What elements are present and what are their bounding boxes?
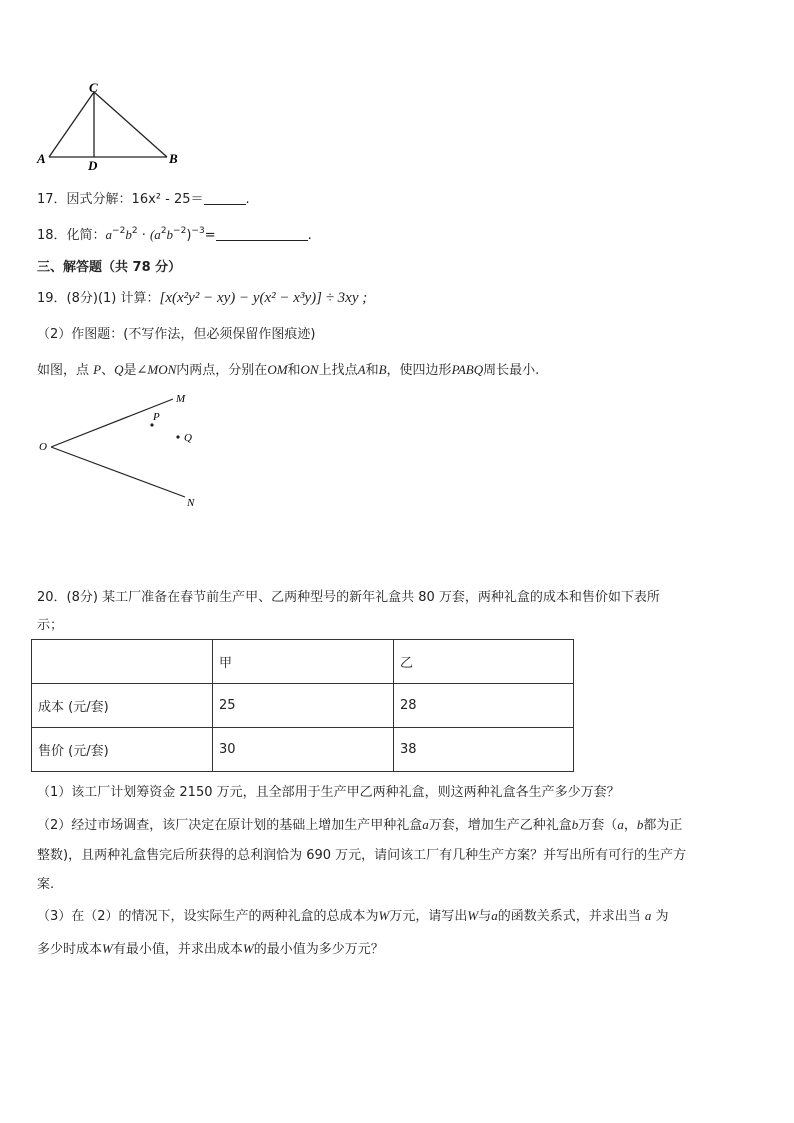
- q19-part1-prefix: 19．(8分)(1) 计算：: [37, 291, 160, 306]
- q18-a2-exp: 2: [160, 226, 167, 236]
- q20-p3-e: 为: [651, 909, 669, 924]
- table-row: [32, 728, 574, 772]
- q19-text-h: 周长最小.: [483, 363, 540, 378]
- q18-answer-blank[interactable]: [216, 226, 308, 241]
- question-20-part1: （1）该工厂计划筹资金 2150 万元，且全部用于生产甲乙两种礼盒，则这两种礼盒各生产多少万套？: [37, 785, 620, 800]
- table-header-cell: [32, 640, 213, 684]
- label-q: Q: [184, 432, 192, 444]
- q18-a-exp: −2: [112, 226, 126, 236]
- side-cb: [94, 92, 167, 157]
- q19-text-d: 和: [287, 363, 301, 378]
- q19-on: ON: [300, 362, 319, 377]
- question-20-part2-line2: 整数)，且两种礼盒售完后所获得的总利润恰为 690 万元，请问该工厂有几种生产方案？并写出所有可行的生产方: [37, 848, 687, 863]
- label-b: B: [169, 151, 178, 166]
- q20-var-b: b: [571, 817, 579, 832]
- question-17: [37, 188, 250, 207]
- section-3-title: 三、解答题（共 78 分）: [37, 260, 182, 275]
- label-a: A: [37, 151, 46, 166]
- q20-var-b2: b: [636, 817, 644, 832]
- q17-prefix: 17．因式分解：: [37, 192, 132, 207]
- q20-p3-a: （3）在（2）的情况下，设实际生产的两种礼盒的总成本为: [37, 909, 379, 924]
- q18-b-exp: 2: [131, 226, 138, 236]
- q19-part1-expression: [x(x²y² − xy) − y(x² − x³y)] ÷ 3xy ;: [159, 290, 368, 306]
- question-18: [37, 224, 312, 243]
- angle-figure: [35, 388, 215, 513]
- table-cell: 38: [394, 728, 574, 772]
- table-cell: 成本 (元/套): [32, 684, 213, 728]
- question-20-intro-line2: 示；: [37, 618, 64, 633]
- q19-text-b: 是: [123, 363, 137, 378]
- q19-text-f: 和: [365, 363, 379, 378]
- q17-answer-blank[interactable]: [204, 190, 246, 205]
- table-cell: 30: [213, 728, 394, 772]
- table-header-cell: 乙: [394, 640, 574, 684]
- q19-point-q: Q: [114, 362, 124, 377]
- question-19-part2-text: [37, 359, 539, 378]
- q18-dot: ·: [137, 228, 150, 243]
- label-p: P: [153, 411, 160, 423]
- q20-p3-l2b: 有最小值，并求出成本: [112, 942, 243, 957]
- side-ca: [49, 92, 94, 157]
- question-20-part3-line1: [37, 905, 669, 924]
- q20-p2-b: 万套，增加生产乙种礼盒: [428, 818, 572, 833]
- label-m: M: [176, 393, 186, 405]
- q19-pabq: PABQ: [451, 362, 484, 377]
- q18-b2: b: [166, 227, 174, 242]
- q20-p3-b: 万元，请写出: [389, 909, 468, 924]
- q20-p2-d: ，: [623, 818, 637, 833]
- q19-sep1: 、: [101, 363, 115, 378]
- point-p-dot: [150, 423, 153, 426]
- q19-text-e: 上找点: [318, 363, 358, 378]
- triangle-figure: [32, 80, 192, 175]
- q20-p2-e: 都为正: [643, 818, 683, 833]
- q20-p3-d: 的函数关系式，并求出当: [497, 909, 645, 924]
- label-c: C: [89, 80, 98, 95]
- q20-p3-a-var: a: [491, 908, 498, 923]
- question-20-part3-line2: [37, 938, 384, 957]
- price-table: [31, 639, 574, 772]
- q20-p3-l2a: 多少时成本: [37, 942, 103, 957]
- q18-a: a: [105, 227, 113, 242]
- q19-point-p: P: [93, 362, 102, 377]
- question-19-part1: [37, 287, 367, 307]
- q18-outer-exp: −3: [191, 226, 205, 236]
- q20-p3-w2: W: [467, 908, 479, 923]
- q18-b: b: [125, 227, 132, 242]
- q20-var-a: a: [422, 817, 429, 832]
- q18-close: ): [186, 228, 192, 243]
- q19-text-g: ，使四边形: [386, 363, 452, 378]
- q20-p3-w4: W: [242, 941, 254, 956]
- q20-var-a2: a: [617, 817, 624, 832]
- q18-b2-exp: −2: [173, 226, 187, 236]
- question-20-part2-line1: [37, 814, 682, 833]
- q19-point-a: A: [357, 362, 366, 377]
- q19-angle: ∠MON: [136, 362, 177, 377]
- question-19-part2-title: （2）作图题：(不写作法，但必须保留作图痕迹): [37, 327, 316, 342]
- table-header-row: [32, 640, 574, 684]
- ray-om: [51, 399, 173, 447]
- q17-expression: 16x² - 25＝: [131, 192, 204, 207]
- question-20-part2-line3: 案.: [37, 877, 55, 892]
- table-row: [32, 684, 574, 728]
- table-cell: 28: [394, 684, 574, 728]
- label-o: O: [39, 441, 47, 453]
- q18-eq: =: [204, 228, 216, 243]
- q17-suffix: .: [245, 192, 250, 207]
- q20-p3-a-var2: a: [644, 908, 652, 923]
- q19-om: OM: [267, 362, 288, 377]
- point-q-dot: [176, 435, 179, 438]
- q20-p2-a: （2）经过市场调查，该厂决定在原计划的基础上增加生产甲种礼盒: [37, 818, 423, 833]
- q18-suffix: .: [307, 228, 312, 243]
- ray-on: [51, 447, 185, 497]
- q20-p3-w3: W: [102, 941, 113, 956]
- q20-p2-c: 万套（: [578, 818, 618, 833]
- q19-text-c: 内两点，分别在: [176, 363, 268, 378]
- q18-prefix: 18．化简：: [37, 228, 106, 243]
- q20-p3-l2c: 的最小值为多少万元？: [253, 942, 384, 957]
- table-cell: 25: [213, 684, 394, 728]
- q20-p3-c: 与: [478, 909, 492, 924]
- label-d: D: [88, 158, 98, 173]
- question-20-intro-line1: 20．(8分) 某工厂准备在春节前生产甲、乙两种型号的新年礼盒共 80 万套，两种礼盒的成本和售价如下表所: [37, 590, 660, 605]
- table-cell: 售价 (元/套): [32, 728, 213, 772]
- label-n: N: [187, 497, 195, 509]
- table-header-cell: 甲: [213, 640, 394, 684]
- q20-p3-w: W: [378, 908, 390, 923]
- q19-text-a: 如图，点: [37, 363, 94, 378]
- q19-point-b: B: [378, 362, 387, 377]
- q18-paren: (a: [149, 227, 161, 242]
